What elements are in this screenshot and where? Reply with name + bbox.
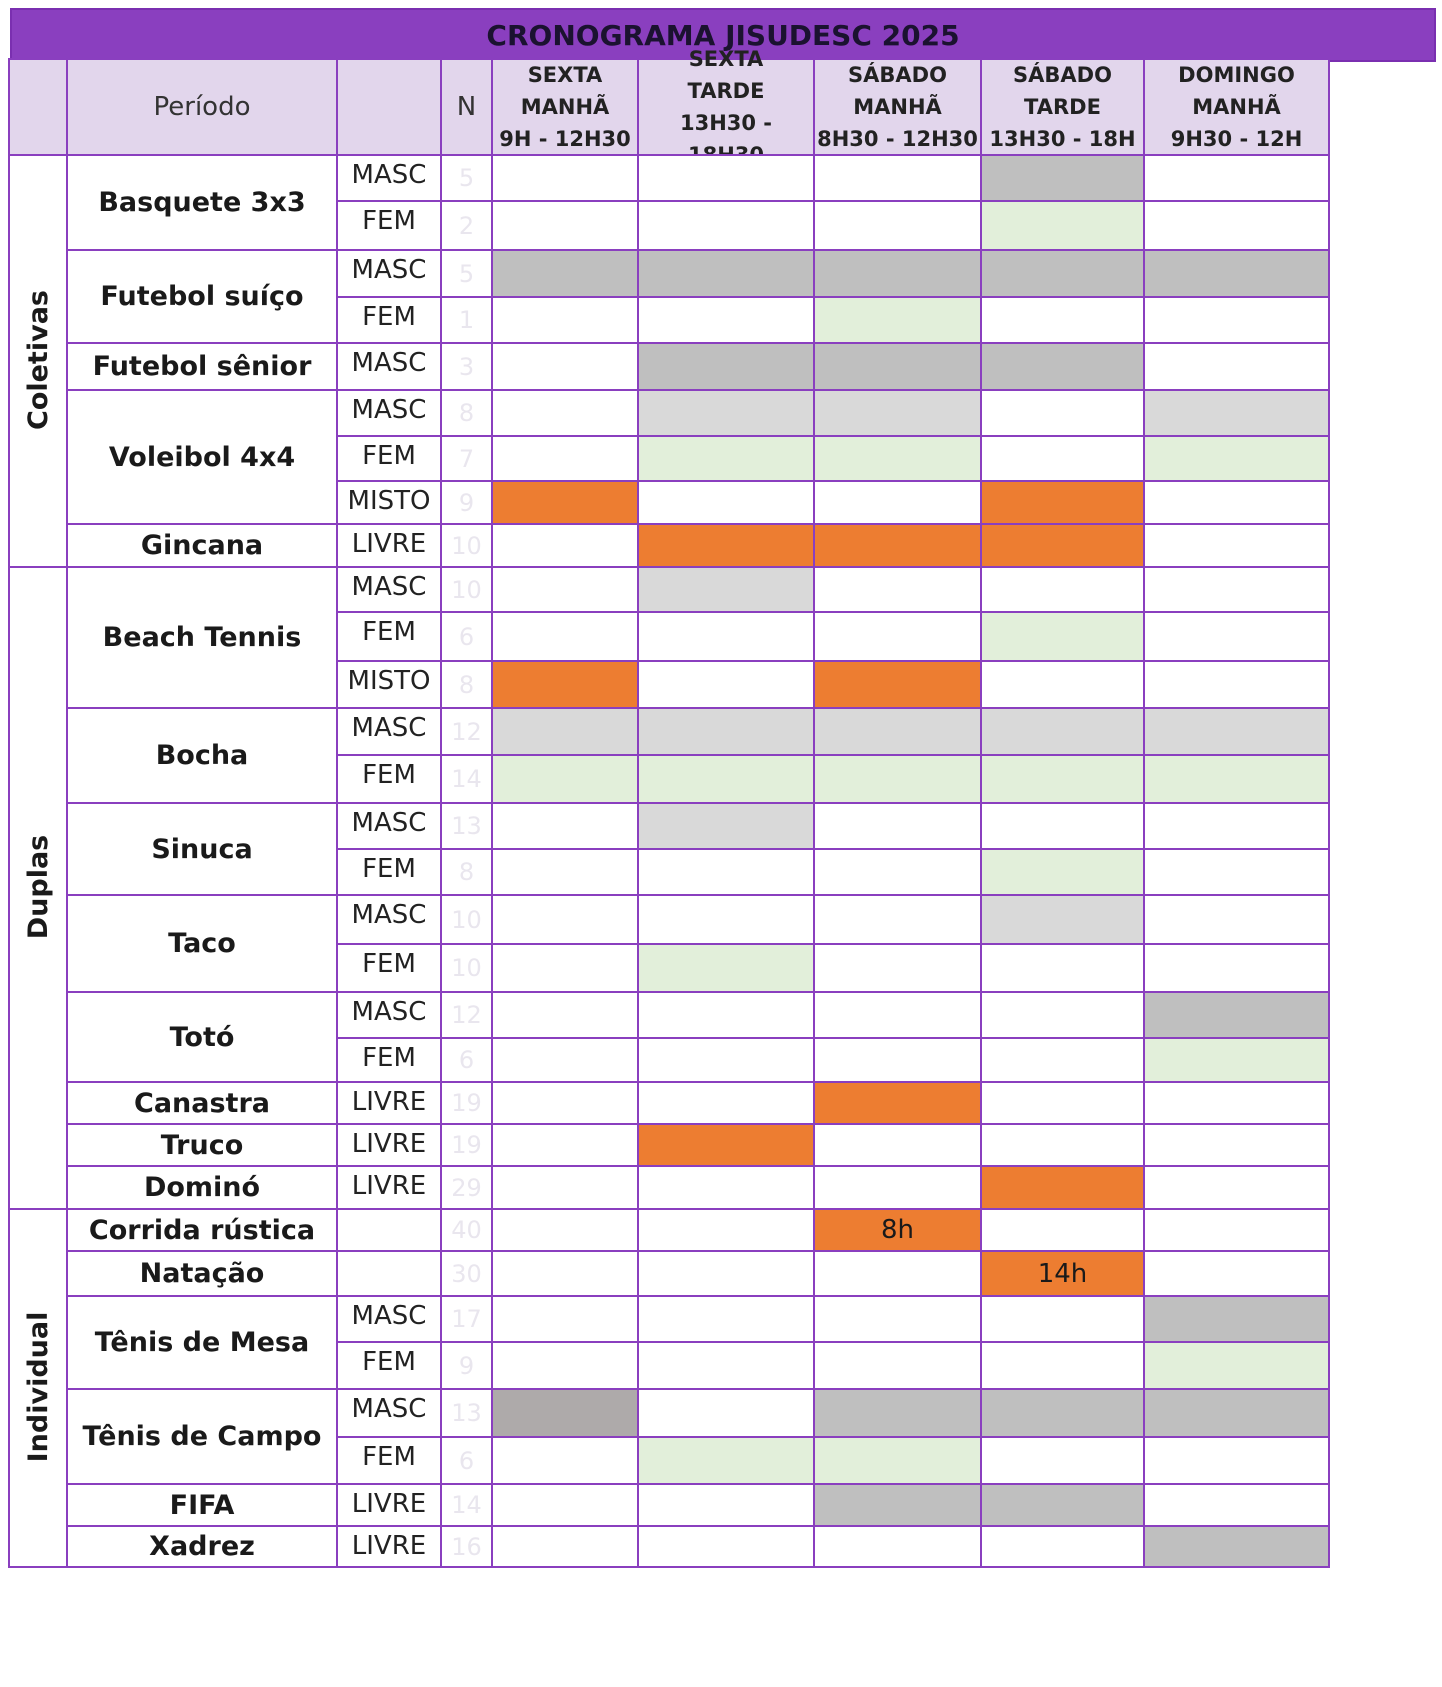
schedule-cell bbox=[491, 566, 639, 613]
schedule-cell bbox=[813, 660, 982, 709]
gender-cell: FEM bbox=[336, 1341, 442, 1390]
schedule-cell bbox=[637, 1525, 815, 1568]
schedule-cell bbox=[637, 249, 815, 298]
schedule-cell bbox=[813, 1250, 982, 1297]
schedule-cell bbox=[491, 1483, 639, 1527]
schedule-cell bbox=[980, 1525, 1145, 1568]
schedule-cell bbox=[980, 249, 1145, 298]
count-cell: 10 bbox=[440, 523, 493, 568]
schedule-cell bbox=[1143, 1436, 1330, 1485]
count-cell: 8 bbox=[440, 389, 493, 437]
schedule-cell bbox=[980, 1436, 1145, 1485]
schedule-cell bbox=[980, 200, 1145, 251]
schedule-cell bbox=[813, 566, 982, 613]
schedule-cell bbox=[637, 894, 815, 945]
gender-cell: FEM bbox=[336, 1037, 442, 1083]
schedule-cell bbox=[491, 480, 639, 525]
schedule-cell bbox=[491, 991, 639, 1039]
gender-cell: LIVRE bbox=[336, 1483, 442, 1527]
schedule-cell bbox=[980, 1037, 1145, 1083]
gender-cell: MASC bbox=[336, 154, 442, 202]
schedule-cell bbox=[813, 1388, 982, 1438]
schedule-cell bbox=[813, 480, 982, 525]
schedule-cell bbox=[813, 342, 982, 391]
gender-cell: FEM bbox=[336, 611, 442, 662]
schedule-cell bbox=[813, 802, 982, 850]
schedule-cell bbox=[637, 660, 815, 709]
gender-cell: MISTO bbox=[336, 480, 442, 525]
schedule-cell bbox=[813, 943, 982, 993]
schedule-cell bbox=[813, 249, 982, 298]
count-cell: 12 bbox=[440, 707, 493, 756]
schedule-cell bbox=[491, 249, 639, 298]
gender-cell: MASC bbox=[336, 389, 442, 437]
schedule-cell bbox=[1143, 707, 1330, 756]
gender-cell: MASC bbox=[336, 342, 442, 391]
gender-cell: FEM bbox=[336, 754, 442, 804]
schedule-cell: 14h bbox=[980, 1250, 1145, 1297]
schedule-cell bbox=[813, 1341, 982, 1390]
schedule-cell bbox=[637, 1123, 815, 1167]
schedule-cell bbox=[1143, 1483, 1330, 1527]
gender-cell: MASC bbox=[336, 802, 442, 850]
gender-cell: MASC bbox=[336, 707, 442, 756]
schedule-cell bbox=[1143, 894, 1330, 945]
sport-name: Xadrez bbox=[66, 1525, 338, 1568]
schedule-cell bbox=[1143, 1525, 1330, 1568]
gender-cell: FEM bbox=[336, 943, 442, 993]
schedule-cell bbox=[1143, 660, 1330, 709]
schedule-cell bbox=[980, 1483, 1145, 1527]
gender-cell: LIVRE bbox=[336, 1525, 442, 1568]
schedule-cell bbox=[1143, 611, 1330, 662]
schedule-cell bbox=[637, 1037, 815, 1083]
schedule-cell bbox=[980, 611, 1145, 662]
schedule-cell bbox=[980, 1341, 1145, 1390]
sport-name: Corrida rústica bbox=[66, 1208, 338, 1252]
header-slot-line: MANHÃ bbox=[520, 95, 610, 119]
schedule-cell bbox=[637, 200, 815, 251]
schedule-cell bbox=[491, 1165, 639, 1210]
schedule-cell bbox=[1143, 1250, 1330, 1297]
schedule-cell bbox=[491, 1208, 639, 1252]
gender-cell: MASC bbox=[336, 1295, 442, 1343]
header-slot bbox=[1143, 58, 1330, 156]
schedule-cell bbox=[813, 754, 982, 804]
gender-cell: MASC bbox=[336, 894, 442, 945]
schedule-cell bbox=[1143, 991, 1330, 1039]
schedule-cell bbox=[980, 1388, 1145, 1438]
schedule-cell bbox=[637, 1436, 815, 1485]
count-cell: 8 bbox=[440, 848, 493, 896]
header-slot bbox=[637, 47, 815, 156]
sport-name: Futebol sênior bbox=[66, 342, 338, 391]
schedule-cell bbox=[637, 523, 815, 568]
schedule-cell bbox=[980, 342, 1145, 391]
count-cell: 2 bbox=[440, 200, 493, 251]
schedule-cell bbox=[1143, 754, 1330, 804]
count-cell: 5 bbox=[440, 249, 493, 298]
schedule-cell bbox=[491, 754, 639, 804]
count-cell: 17 bbox=[440, 1295, 493, 1343]
gender-cell bbox=[336, 1208, 442, 1252]
schedule-cell bbox=[813, 154, 982, 202]
sport-name: Futebol suíço bbox=[66, 249, 338, 344]
count-cell: 8 bbox=[440, 660, 493, 709]
count-cell: 10 bbox=[440, 943, 493, 993]
schedule-cell bbox=[980, 566, 1145, 613]
schedule-cell bbox=[1143, 1388, 1330, 1438]
schedule-cell bbox=[491, 848, 639, 896]
header-slot-line: SÁBADO bbox=[848, 63, 947, 87]
schedule-cell bbox=[813, 200, 982, 251]
schedule-cell bbox=[491, 154, 639, 202]
count-cell: 1 bbox=[440, 296, 493, 344]
schedule-cell bbox=[491, 1436, 639, 1485]
header-slot bbox=[813, 58, 982, 156]
schedule-cell bbox=[637, 1388, 815, 1438]
schedule-cell bbox=[813, 1081, 982, 1125]
schedule-cell bbox=[637, 1208, 815, 1252]
schedule-cell bbox=[813, 389, 982, 437]
schedule-cell bbox=[1143, 1341, 1330, 1390]
schedule-cell bbox=[491, 200, 639, 251]
sport-name: Gincana bbox=[66, 523, 338, 568]
schedule-cell bbox=[637, 943, 815, 993]
count-cell: 5 bbox=[440, 154, 493, 202]
sport-name: Beach Tennis bbox=[66, 566, 338, 709]
category-label: Duplas bbox=[22, 834, 54, 940]
schedule-cell bbox=[491, 707, 639, 756]
header-slot-line: 9H - 12H30 bbox=[499, 127, 631, 151]
gender-cell: FEM bbox=[336, 200, 442, 251]
count-cell: 12 bbox=[440, 991, 493, 1039]
schedule-cell bbox=[980, 991, 1145, 1039]
sport-name: Canastra bbox=[66, 1081, 338, 1125]
schedule-cell bbox=[1143, 1081, 1330, 1125]
schedule-cell bbox=[491, 660, 639, 709]
schedule-cell bbox=[1143, 1295, 1330, 1343]
schedule-cell bbox=[491, 802, 639, 850]
schedule-cell bbox=[1143, 1165, 1330, 1210]
header-slot-line: 9H30 - 12H bbox=[1170, 127, 1303, 151]
schedule-cell bbox=[1143, 342, 1330, 391]
sport-name: Basquete 3x3 bbox=[66, 154, 338, 251]
gender-cell: FEM bbox=[336, 296, 442, 344]
sheet-title: CRONOGRAMA JISUDESC 2025 bbox=[10, 8, 1436, 62]
header-slot-line: TARDE bbox=[1024, 95, 1101, 119]
schedule-cell bbox=[813, 894, 982, 945]
count-cell: 16 bbox=[440, 1525, 493, 1568]
sport-name: Bocha bbox=[66, 707, 338, 804]
gender-cell bbox=[336, 1250, 442, 1297]
header-slot-line: 13H30 - bbox=[679, 111, 773, 135]
header-slot-line: MANHÃ bbox=[1192, 95, 1281, 119]
header-n: N bbox=[440, 58, 493, 156]
gender-cell: LIVRE bbox=[336, 1165, 442, 1210]
schedule-cell bbox=[1143, 566, 1330, 613]
header-slot-line: 13H30 - 18H bbox=[989, 127, 1136, 151]
schedule-cell bbox=[491, 435, 639, 482]
gender-cell: LIVRE bbox=[336, 523, 442, 568]
schedule-cell bbox=[491, 611, 639, 662]
schedule-cell bbox=[1143, 154, 1330, 202]
sport-name: Voleibol 4x4 bbox=[66, 389, 338, 525]
schedule-cell bbox=[637, 1250, 815, 1297]
schedule-cell bbox=[1143, 1037, 1330, 1083]
schedule-cell bbox=[1143, 848, 1330, 896]
count-cell: 19 bbox=[440, 1081, 493, 1125]
schedule-cell bbox=[813, 435, 982, 482]
count-cell: 3 bbox=[440, 342, 493, 391]
schedule-cell bbox=[813, 707, 982, 756]
schedule-cell bbox=[1143, 480, 1330, 525]
schedule-cell bbox=[637, 435, 815, 482]
category-label: Coletivas bbox=[22, 290, 54, 430]
schedule-cell bbox=[637, 480, 815, 525]
schedule-cell bbox=[813, 1436, 982, 1485]
count-cell: 6 bbox=[440, 611, 493, 662]
schedule-cell bbox=[1143, 200, 1330, 251]
schedule-cell bbox=[491, 1525, 639, 1568]
header-periodo: Período bbox=[66, 58, 338, 156]
schedule-cell bbox=[637, 991, 815, 1039]
schedule-cell bbox=[980, 943, 1145, 993]
schedule-cell bbox=[637, 566, 815, 613]
gender-cell: FEM bbox=[336, 435, 442, 482]
count-cell: 13 bbox=[440, 802, 493, 850]
schedule-cell bbox=[637, 1483, 815, 1527]
schedule-cell bbox=[491, 523, 639, 568]
count-cell: 10 bbox=[440, 566, 493, 613]
schedule-cell bbox=[1143, 435, 1330, 482]
schedule-cell bbox=[637, 1081, 815, 1125]
header-slot-line: SEXTA bbox=[527, 63, 603, 87]
count-cell: 19 bbox=[440, 1123, 493, 1167]
schedule-cell bbox=[980, 754, 1145, 804]
schedule-cell bbox=[491, 1388, 639, 1438]
header-slot-line: DOMINGO bbox=[1178, 63, 1295, 87]
schedule-cell bbox=[637, 802, 815, 850]
sport-name: Sinuca bbox=[66, 802, 338, 896]
schedule-cell bbox=[980, 389, 1145, 437]
count-cell: 6 bbox=[440, 1436, 493, 1485]
schedule-cell bbox=[1143, 1123, 1330, 1167]
count-cell: 6 bbox=[440, 1037, 493, 1083]
count-cell: 14 bbox=[440, 1483, 493, 1527]
header-slot bbox=[980, 58, 1145, 156]
sport-name: Natação bbox=[66, 1250, 338, 1297]
schedule-cell bbox=[980, 480, 1145, 525]
schedule-cell bbox=[980, 1081, 1145, 1125]
count-cell: 30 bbox=[440, 1250, 493, 1297]
schedule-cell bbox=[1143, 943, 1330, 993]
schedule-cell bbox=[637, 611, 815, 662]
count-cell: 13 bbox=[440, 1388, 493, 1438]
count-cell: 7 bbox=[440, 435, 493, 482]
schedule-cell bbox=[813, 1165, 982, 1210]
count-cell: 40 bbox=[440, 1208, 493, 1252]
schedule-cell bbox=[980, 1123, 1145, 1167]
schedule-cell bbox=[813, 1525, 982, 1568]
schedule-cell bbox=[637, 1165, 815, 1210]
schedule-cell bbox=[637, 154, 815, 202]
schedule-cell bbox=[491, 943, 639, 993]
schedule-cell bbox=[980, 1295, 1145, 1343]
schedule-cell bbox=[813, 1483, 982, 1527]
sport-name: Taco bbox=[66, 894, 338, 993]
gender-cell: FEM bbox=[336, 1436, 442, 1485]
header-slot-line: SÁBADO bbox=[1013, 63, 1112, 87]
sport-name: Truco bbox=[66, 1123, 338, 1167]
count-cell: 9 bbox=[440, 1341, 493, 1390]
header-gender-blank bbox=[336, 58, 442, 156]
count-cell: 10 bbox=[440, 894, 493, 945]
schedule-cell bbox=[637, 342, 815, 391]
schedule-cell bbox=[813, 523, 982, 568]
gender-cell: MASC bbox=[336, 1388, 442, 1438]
schedule-cell bbox=[813, 991, 982, 1039]
header-slot-line: TARDE bbox=[687, 79, 765, 103]
header-slot bbox=[491, 58, 639, 156]
header-slot-line: 8H30 - 12H30 bbox=[817, 127, 978, 151]
schedule-cell bbox=[1143, 1208, 1330, 1252]
schedule-cell bbox=[980, 296, 1145, 344]
schedule-cell bbox=[813, 1037, 982, 1083]
schedule-cell bbox=[491, 1081, 639, 1125]
schedule-cell bbox=[491, 1341, 639, 1390]
schedule-cell: 8h bbox=[813, 1208, 982, 1252]
schedule-cell bbox=[1143, 802, 1330, 850]
schedule-cell bbox=[980, 1208, 1145, 1252]
schedule-cell bbox=[491, 1295, 639, 1343]
sport-name: FIFA bbox=[66, 1483, 338, 1527]
gender-cell: LIVRE bbox=[336, 1081, 442, 1125]
schedule-cell bbox=[637, 707, 815, 756]
schedule-cell bbox=[980, 848, 1145, 896]
schedule-cell bbox=[491, 389, 639, 437]
schedule-cell bbox=[1143, 389, 1330, 437]
header-slot-line: SEXTA bbox=[688, 47, 764, 71]
schedule-cell bbox=[813, 848, 982, 896]
gender-cell: MASC bbox=[336, 249, 442, 298]
header-slot-line: MANHÃ bbox=[853, 95, 942, 119]
gender-cell: MISTO bbox=[336, 660, 442, 709]
schedule-cell bbox=[491, 296, 639, 344]
schedule-cell bbox=[1143, 296, 1330, 344]
schedule-cell bbox=[637, 848, 815, 896]
sport-name: Dominó bbox=[66, 1165, 338, 1210]
schedule-cell bbox=[980, 523, 1145, 568]
gender-cell: MASC bbox=[336, 566, 442, 613]
sport-name: Tênis de Campo bbox=[66, 1388, 338, 1485]
count-cell: 14 bbox=[440, 754, 493, 804]
schedule-cell bbox=[637, 1295, 815, 1343]
schedule-cell bbox=[1143, 523, 1330, 568]
count-cell: 9 bbox=[440, 480, 493, 525]
sport-name: Totó bbox=[66, 991, 338, 1083]
gender-cell: MASC bbox=[336, 991, 442, 1039]
schedule-cell bbox=[1143, 249, 1330, 298]
schedule-cell bbox=[491, 342, 639, 391]
schedule-cell bbox=[637, 1341, 815, 1390]
schedule-cell bbox=[813, 296, 982, 344]
schedule-cell bbox=[813, 1123, 982, 1167]
schedule-cell bbox=[637, 754, 815, 804]
schedule-cell bbox=[980, 435, 1145, 482]
schedule-cell bbox=[980, 707, 1145, 756]
sport-name: Tênis de Mesa bbox=[66, 1295, 338, 1390]
schedule-cell bbox=[813, 611, 982, 662]
schedule-cell bbox=[980, 154, 1145, 202]
category-label: Individual bbox=[22, 1311, 54, 1463]
schedule-cell bbox=[491, 1250, 639, 1297]
gender-cell: FEM bbox=[336, 848, 442, 896]
schedule-cell bbox=[637, 389, 815, 437]
header-corner bbox=[8, 58, 68, 156]
count-cell: 29 bbox=[440, 1165, 493, 1210]
schedule-cell bbox=[980, 894, 1145, 945]
schedule-cell bbox=[980, 1165, 1145, 1210]
schedule-cell bbox=[491, 1123, 639, 1167]
schedule-cell bbox=[813, 1295, 982, 1343]
schedule-cell bbox=[980, 802, 1145, 850]
schedule-cell bbox=[637, 296, 815, 344]
schedule-cell bbox=[491, 894, 639, 945]
schedule-cell bbox=[491, 1037, 639, 1083]
gender-cell: LIVRE bbox=[336, 1123, 442, 1167]
schedule-cell bbox=[980, 660, 1145, 709]
